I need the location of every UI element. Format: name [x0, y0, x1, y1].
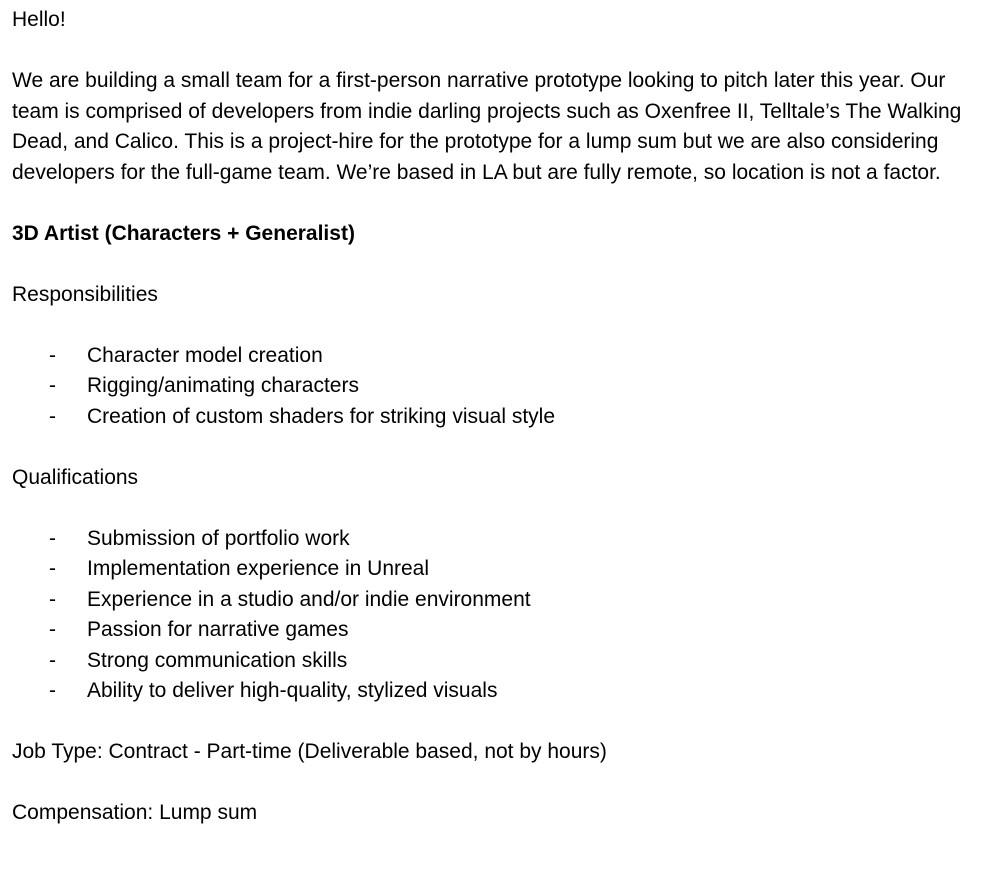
qualifications-list — [12, 524, 988, 707]
dash-marker: - — [49, 587, 56, 611]
dash-marker: - — [49, 404, 56, 428]
dash-marker: - — [49, 374, 56, 397]
list-item — [12, 554, 988, 585]
dash-marker: - — [49, 526, 56, 550]
compensation-text: Compensation: Lump sum — [12, 801, 258, 824]
list-item-text: Character model creation — [87, 343, 323, 367]
list-item-text: Passion for narrative games — [87, 618, 349, 641]
list-item — [12, 402, 988, 433]
list-item-text: Strong communication skills — [87, 648, 348, 672]
list-item-text: Submission of portfolio work — [87, 526, 350, 550]
list-item-text: Experience in a studio and/or indie environment — [87, 587, 531, 611]
list-item — [12, 585, 988, 616]
list-item — [12, 524, 988, 555]
dash-marker: - — [49, 648, 56, 672]
qualifications-heading: Qualifications — [12, 465, 139, 489]
list-item — [12, 615, 988, 646]
list-item — [12, 676, 988, 707]
intro-paragraph: We are building a small team for a first-person narrative prototype looking to pitch later this year. Our team is comprised of developers from indie darling projects such as Oxenfree II, Telltale’s The Walking Dead, and Calico. This is a project-hire for the prototype for a lump sum but we are also considering developers for the full-game team. We’re based in LA but are fully remote, so location is not a factor. — [12, 69, 962, 184]
dash-marker: - — [49, 557, 56, 580]
list-item-text: Creation of custom shaders for striking visual style — [87, 404, 556, 428]
job-type-text: Job Type: Contract - Part-time (Deliverable based, not by hours) — [12, 740, 607, 763]
role-title: 3D Artist (Characters + Generalist) — [12, 221, 355, 245]
list-item-text: Ability to deliver high-quality, stylized visuals — [87, 679, 498, 702]
list-item-text: Implementation experience in Unreal — [87, 557, 430, 580]
list-item — [12, 341, 988, 372]
list-item — [12, 371, 988, 402]
dash-marker: - — [49, 618, 56, 641]
dash-marker: - — [49, 679, 56, 702]
responsibilities-list — [12, 341, 988, 433]
responsibilities-heading: Responsibilities — [12, 282, 158, 306]
list-item-text: Rigging/animating characters — [87, 374, 359, 397]
greeting-text: Hello! — [12, 8, 66, 31]
list-item — [12, 646, 988, 677]
dash-marker: - — [49, 343, 56, 367]
